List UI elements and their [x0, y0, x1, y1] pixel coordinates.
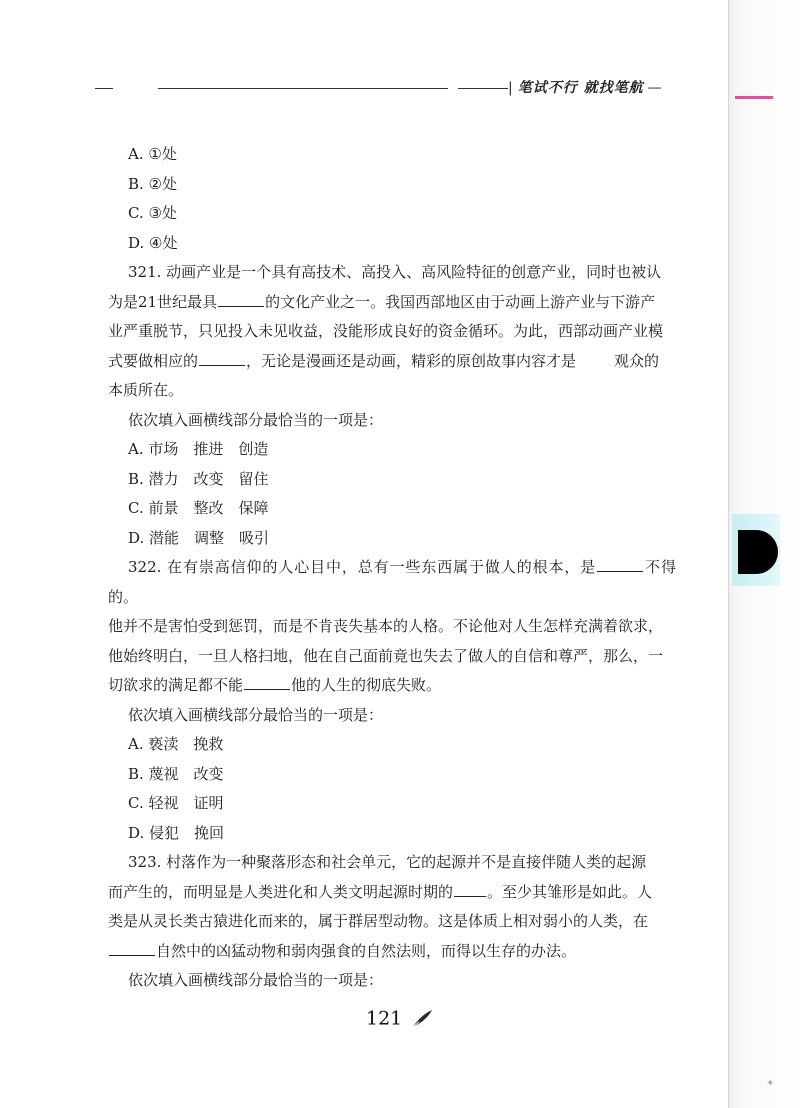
- q322-text: 他始终明白，一旦人格扫地，他在自己面前竟也失去了做人的自信和尊严，那么，一: [108, 646, 664, 665]
- q321-option-b: B. 潜力 改变 留住: [128, 469, 269, 488]
- option-c: C. ③处: [128, 204, 177, 222]
- q323-text: 而产生的，而明显是人类进化和人类文明起源时期的: [108, 882, 454, 901]
- answer-blank: [109, 941, 155, 956]
- q322-option-a: A. 亵渎 挽救: [128, 735, 224, 753]
- header-rule: [95, 88, 113, 89]
- q322-text: 他并不是害怕受到惩罚，而是不肯丧失基本的人格。不论他对人生怎样充满着欲求，: [108, 617, 664, 635]
- q321-prompt: 依次填入画横线部分最恰当的一项是：: [128, 410, 384, 429]
- scan-corner-mark: ✦: [766, 1078, 775, 1089]
- q322-prompt: 依次填入画横线部分最恰当的一项是：: [128, 705, 384, 724]
- option-d: D. ④处: [128, 233, 178, 252]
- q321-option-a: A. 市场 推进 创造: [128, 440, 269, 458]
- question-321: [108, 258, 676, 406]
- page-content: [108, 140, 676, 996]
- q321-text: ，无论是漫画还是动画，精彩的原创故事内容才是: [246, 351, 577, 370]
- option-a: A. ①处: [128, 145, 177, 163]
- q322-option-c: C. 轻视 证明: [128, 794, 224, 812]
- q321-option-d: D. 潜能 调整 吸引: [128, 528, 270, 547]
- q321-text: 的文化产业之一。我国西部地区由于动画上游产业与下游产: [265, 292, 656, 311]
- pink-margin-mark: [735, 96, 773, 99]
- question-322: [108, 553, 676, 701]
- q323-text: 。至少其雏形是如此。人: [487, 882, 653, 901]
- q323-prompt: 依次填入画横线部分最恰当的一项是：: [128, 971, 384, 989]
- q323-text: 类是从灵长类古猿进化而来的，属于群居型动物。这是体质上相对弱小的人类，在: [108, 912, 649, 930]
- q321-text: 本质所在。: [108, 381, 184, 399]
- q321-option-c: C. 前景 整改 保障: [128, 499, 269, 517]
- q321-text: 观众的: [614, 351, 660, 370]
- answer-blank: [597, 557, 643, 572]
- q321-text: 为是21世纪最具: [108, 292, 218, 311]
- answer-blank: [199, 351, 245, 366]
- header-rule: [158, 88, 448, 89]
- q322-text: 不得的。: [108, 558, 676, 606]
- answer-blank: [244, 675, 290, 690]
- q322-text: 切欲求的满足都不能: [108, 676, 244, 694]
- answer-blank: [218, 292, 264, 307]
- q321-text: 业严重脱节，只见投入未见收益，没能形成良好的资金循环。为此，西部动画产业模: [108, 322, 664, 340]
- page-edge-line: [728, 0, 729, 1108]
- page-number: 121: [366, 1007, 403, 1030]
- q321-text: 式要做相应的: [108, 351, 199, 370]
- quill-icon: [410, 1008, 434, 1030]
- q322-option-b: B. 蔑视 改变: [128, 764, 224, 783]
- header-rule: [458, 88, 508, 89]
- page-footer: [366, 1004, 434, 1032]
- q321-text: 321. 动画产业是一个具有高技术、高投入、高风险特征的创意产业，同时也被认: [128, 263, 662, 281]
- question-323: [108, 848, 676, 966]
- option-b: B. ②处: [128, 174, 178, 193]
- q323-text: 自然中的凶猛动物和弱肉强食的自然法则，而得以生存的办法。: [156, 941, 577, 960]
- q322-text: 322. 在有崇高信仰的人心目中，总有一些东西属于做人的根本，是: [128, 558, 597, 576]
- header-tagline: | 笔试不行 就找笔航 —: [508, 76, 663, 100]
- q323-text: 323. 村落作为一种聚落形态和社会单元，它的起源并不是直接伴随人类的起源: [128, 853, 647, 871]
- q322-text: 他的人生的彻底失败。: [291, 676, 442, 694]
- answer-blank: [454, 882, 486, 897]
- q322-option-d: D. 侵犯 挽回: [128, 823, 225, 842]
